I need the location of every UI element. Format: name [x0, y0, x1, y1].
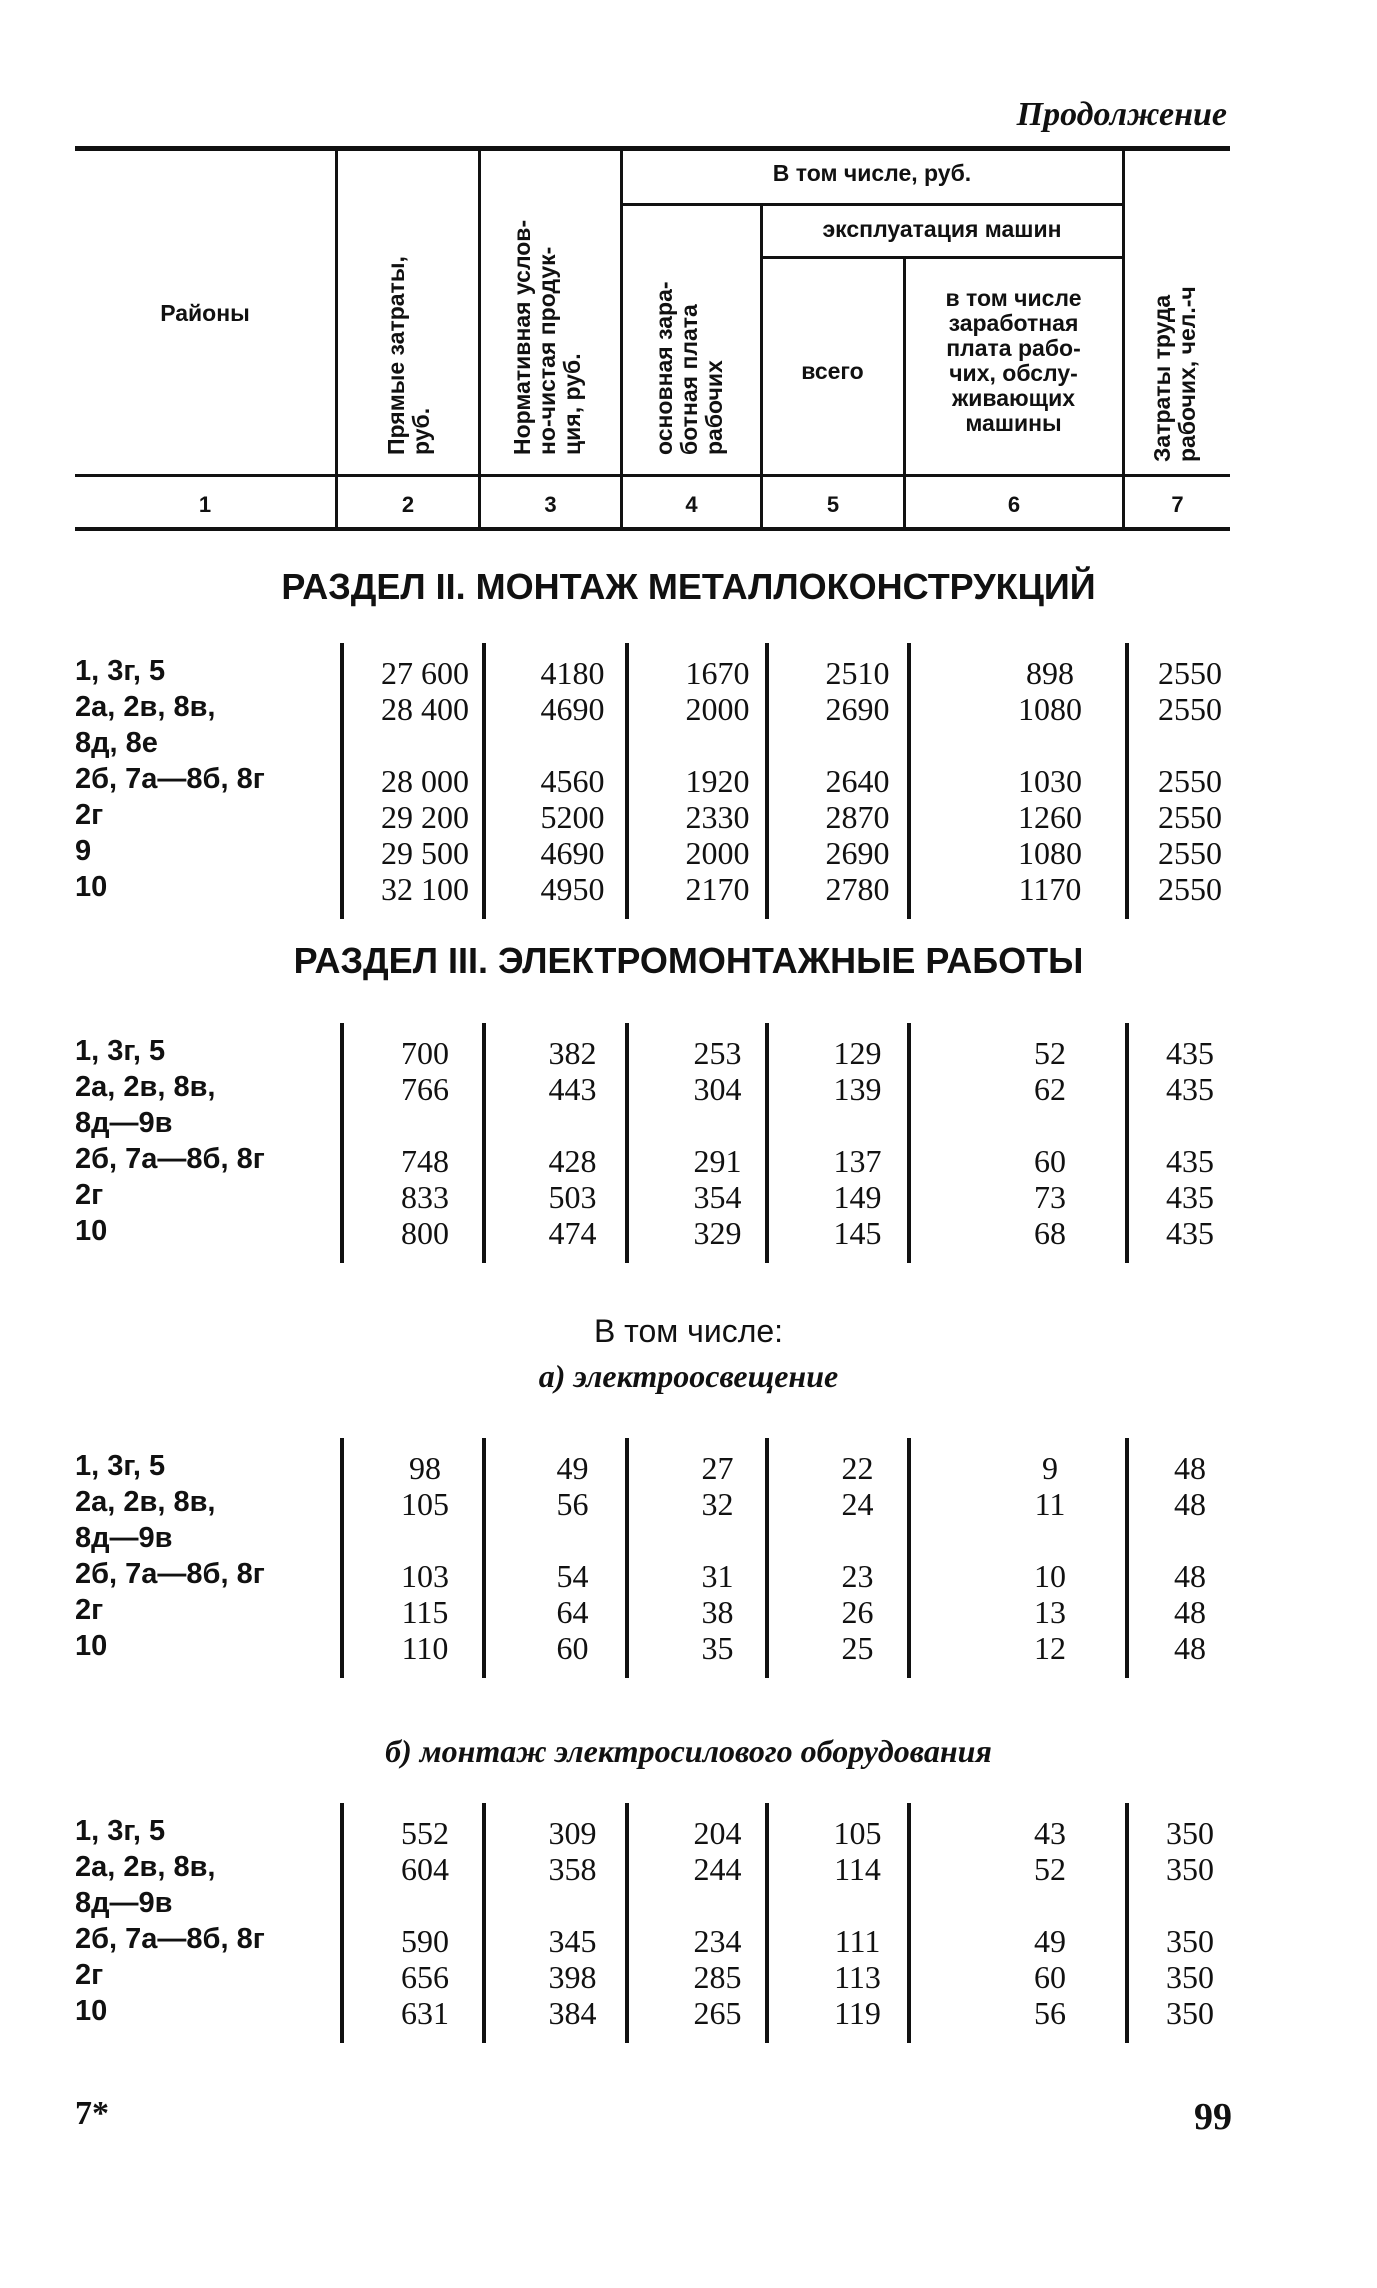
value-cell: 28 000 [381, 763, 469, 799]
value-cell: 253 [693, 1035, 742, 1071]
table-row [75, 1522, 1230, 1558]
value-cell: 700 [401, 1035, 449, 1071]
value-cell: 766 [401, 1071, 449, 1107]
printer-signature: 7* [75, 2095, 109, 2132]
value-cell: 398 [548, 1959, 597, 1995]
value-cell: 435 [1166, 1215, 1214, 1251]
value-cell: 2870 [825, 799, 890, 835]
region-cell: 2а, 2в, 8в, [75, 691, 216, 723]
value-cell: 329 [693, 1215, 742, 1251]
region-cell: 8д, 8е [75, 727, 158, 759]
value-cell: 149 [833, 1179, 882, 1215]
value-cell: 345 [548, 1923, 597, 1959]
region-cell: 1, 3г, 5 [75, 1035, 166, 1067]
value-cell: 49 [556, 1450, 589, 1486]
value-cell: 350 [1166, 1959, 1214, 1995]
header-vline [335, 151, 338, 527]
value-cell: 435 [1166, 1071, 1214, 1107]
value-cell: 265 [693, 1995, 742, 2031]
value-cell: 2690 [825, 691, 890, 727]
value-cell: 56 [1034, 1995, 1066, 2031]
section-title: РАЗДЕЛ II. МОНТАЖ МЕТАЛЛОКОНСТРУКЦИЙ [281, 566, 1096, 607]
value-cell: 111 [834, 1923, 881, 1959]
value-cell: 23 [841, 1558, 874, 1594]
value-cell: 137 [833, 1143, 882, 1179]
value-cell: 2550 [1158, 655, 1222, 691]
value-cell: 204 [693, 1815, 742, 1851]
region-cell: 2г [75, 799, 104, 831]
value-cell: 64 [556, 1594, 589, 1630]
header-hline [760, 256, 1122, 259]
value-cell: 105 [401, 1486, 449, 1522]
header-bottom-rule [75, 527, 1230, 531]
value-cell: 5200 [540, 799, 605, 835]
value-cell: 552 [401, 1815, 449, 1851]
region-cell: 2б, 7а—8б, 8г [75, 1558, 265, 1590]
header-vline [478, 151, 481, 527]
header-total: всего [801, 358, 864, 384]
value-cell: 54 [556, 1558, 589, 1594]
value-cell: 35 [701, 1630, 734, 1666]
column-number: 7 [1171, 492, 1184, 517]
region-cell: 8д—9в [75, 1522, 173, 1554]
column-number: 2 [401, 492, 415, 517]
section-title: а) электроосвещение [538, 1358, 839, 1394]
value-cell: 56 [556, 1486, 589, 1522]
value-cell: 2550 [1158, 871, 1222, 907]
value-cell: 1260 [1018, 799, 1082, 835]
value-cell: 49 [1034, 1923, 1066, 1959]
region-cell: 10 [75, 1215, 108, 1247]
value-cell: 2550 [1158, 691, 1222, 727]
data-block [75, 655, 1230, 919]
value-cell: 384 [548, 1995, 597, 2031]
header-direct-costs: Прямые затраты, руб. [383, 256, 434, 455]
header-vline [620, 151, 623, 527]
value-cell: 48 [1174, 1486, 1206, 1522]
value-cell: 1920 [685, 763, 750, 799]
page-number: 99 [1194, 2096, 1232, 2138]
value-cell: 656 [401, 1959, 449, 1995]
region-cell: 2б, 7а—8б, 8г [75, 1923, 265, 1955]
table-row [75, 1995, 1230, 2031]
table-row [75, 1215, 1230, 1251]
region-cell: 2а, 2в, 8в, [75, 1486, 216, 1518]
region-cell: 2б, 7а—8б, 8г [75, 1143, 265, 1175]
value-cell: 503 [548, 1179, 597, 1215]
column-number: 1 [198, 492, 212, 517]
header-vline [1122, 151, 1125, 527]
value-cell: 350 [1166, 1923, 1214, 1959]
value-cell: 4690 [540, 835, 605, 871]
value-cell: 474 [548, 1215, 597, 1251]
table-row [75, 1851, 1230, 1887]
value-cell: 590 [401, 1923, 449, 1959]
header-machine-wages: в том числе заработная плата рабо- чих, обслу- живающих машины [945, 285, 1082, 436]
value-cell: 382 [548, 1035, 597, 1071]
value-cell: 103 [401, 1558, 449, 1594]
value-cell: 1170 [1018, 871, 1082, 907]
value-cell: 358 [548, 1851, 597, 1887]
data-block [75, 1035, 1230, 1263]
value-cell: 304 [693, 1071, 742, 1107]
value-cell: 4560 [540, 763, 605, 799]
value-cell: 898 [1026, 655, 1074, 691]
value-cell: 48 [1174, 1630, 1206, 1666]
value-cell: 60 [1034, 1143, 1066, 1179]
value-cell: 428 [548, 1143, 597, 1179]
column-number: 5 [826, 492, 840, 517]
header-hline [620, 203, 1122, 206]
table-row [75, 1594, 1230, 1630]
value-cell: 443 [548, 1071, 597, 1107]
header-net-production: Нормативная услов- но-чистая продук- ция, руб. [509, 219, 585, 455]
value-cell: 113 [834, 1959, 881, 1995]
region-cell: 1, 3г, 5 [75, 655, 166, 687]
data-block [75, 1815, 1230, 2043]
value-cell: 31 [701, 1558, 734, 1594]
table-row [75, 799, 1230, 835]
table-row [75, 1450, 1230, 1486]
value-cell: 25 [841, 1630, 874, 1666]
value-cell: 32 100 [381, 871, 469, 907]
value-cell: 24 [841, 1486, 874, 1522]
value-cell: 22 [841, 1450, 874, 1486]
value-cell: 38 [701, 1594, 734, 1630]
region-cell: 2г [75, 1594, 104, 1626]
table-row [75, 727, 1230, 763]
value-cell: 350 [1166, 1851, 1214, 1887]
column-number: 6 [1007, 492, 1021, 517]
value-cell: 9 [1042, 1450, 1058, 1486]
value-cell: 13 [1034, 1594, 1066, 1630]
value-cell: 48 [1174, 1594, 1206, 1630]
table-row [75, 763, 1230, 799]
region-cell: 10 [75, 1630, 108, 1662]
value-cell: 291 [693, 1143, 742, 1179]
table-row [75, 1486, 1230, 1522]
value-cell: 748 [401, 1143, 449, 1179]
value-cell: 68 [1034, 1215, 1066, 1251]
value-cell: 52 [1034, 1035, 1066, 1071]
value-cell: 2510 [825, 655, 890, 691]
value-cell: 4950 [540, 871, 605, 907]
value-cell: 129 [833, 1035, 882, 1071]
value-cell: 2640 [825, 763, 890, 799]
value-cell: 98 [409, 1450, 441, 1486]
value-cell: 32 [701, 1486, 734, 1522]
header-regions: Районы [160, 300, 250, 326]
value-cell: 244 [693, 1851, 742, 1887]
value-cell: 631 [401, 1995, 449, 2031]
header-base-wages: основная зара- ботная плата рабочих [651, 281, 727, 455]
data-block [75, 1450, 1230, 1678]
region-cell: 2а, 2в, 8в, [75, 1851, 216, 1883]
value-cell: 2170 [685, 871, 750, 907]
value-cell: 234 [693, 1923, 742, 1959]
value-cell: 350 [1166, 1815, 1214, 1851]
value-cell: 60 [556, 1630, 589, 1666]
table-row [75, 1143, 1230, 1179]
value-cell: 2550 [1158, 763, 1222, 799]
value-cell: 114 [834, 1851, 881, 1887]
table-row [75, 1959, 1230, 1995]
region-cell: 8д—9в [75, 1107, 173, 1139]
value-cell: 435 [1166, 1035, 1214, 1071]
value-cell: 800 [401, 1215, 449, 1251]
region-cell: 10 [75, 871, 108, 903]
header-mid-rule [75, 474, 1230, 477]
value-cell: 833 [401, 1179, 449, 1215]
value-cell: 354 [693, 1179, 742, 1215]
value-cell: 48 [1174, 1450, 1206, 1486]
column-number: 3 [544, 492, 557, 517]
value-cell: 435 [1166, 1143, 1214, 1179]
region-cell: 8д—9в [75, 1887, 173, 1919]
column-number: 4 [685, 492, 698, 517]
value-cell: 1080 [1018, 835, 1082, 871]
value-cell: 1030 [1018, 763, 1082, 799]
table-row [75, 1815, 1230, 1851]
value-cell: 4180 [540, 655, 605, 691]
value-cell: 2550 [1158, 799, 1222, 835]
table-row [75, 1630, 1230, 1666]
continued-label: Продолжение [1016, 96, 1227, 133]
value-cell: 4690 [540, 691, 605, 727]
header-group-including: В том числе, руб. [772, 160, 972, 186]
value-cell: 2000 [685, 835, 750, 871]
table-row [75, 1035, 1230, 1071]
value-cell: 28 400 [381, 691, 469, 727]
value-cell: 105 [833, 1815, 882, 1851]
header-labor-costs: Затраты труда рабочих, чел.-ч [1149, 286, 1200, 462]
value-cell: 2780 [825, 871, 890, 907]
table-row [75, 1071, 1230, 1107]
value-cell: 2330 [685, 799, 750, 835]
value-cell: 309 [548, 1815, 597, 1851]
table-row [75, 1923, 1230, 1959]
table-row [75, 1107, 1230, 1143]
region-cell: 9 [75, 835, 92, 867]
table-row [75, 1558, 1230, 1594]
value-cell: 435 [1166, 1179, 1214, 1215]
table-row [75, 1887, 1230, 1923]
value-cell: 26 [841, 1594, 874, 1630]
value-cell: 119 [834, 1995, 881, 2031]
region-cell: 2г [75, 1959, 104, 1991]
value-cell: 62 [1034, 1071, 1066, 1107]
value-cell: 43 [1034, 1815, 1066, 1851]
table-row [75, 691, 1230, 727]
value-cell: 1080 [1018, 691, 1082, 727]
value-cell: 110 [401, 1630, 449, 1666]
value-cell: 60 [1034, 1959, 1066, 1995]
value-cell: 10 [1034, 1558, 1066, 1594]
table-row [75, 835, 1230, 871]
value-cell: 2690 [825, 835, 890, 871]
table-row [75, 655, 1230, 691]
value-cell: 29 200 [381, 799, 469, 835]
region-cell: 2а, 2в, 8в, [75, 1071, 216, 1103]
value-cell: 139 [833, 1071, 882, 1107]
value-cell: 73 [1034, 1179, 1066, 1215]
value-cell: 11 [1034, 1486, 1066, 1522]
table-row [75, 1179, 1230, 1215]
value-cell: 29 500 [381, 835, 469, 871]
value-cell: 2550 [1158, 835, 1222, 871]
value-cell: 27 [701, 1450, 734, 1486]
header-top-rule [75, 146, 1230, 151]
value-cell: 52 [1034, 1851, 1066, 1887]
value-cell: 604 [401, 1851, 449, 1887]
region-cell: 1, 3г, 5 [75, 1450, 166, 1482]
section-title: РАЗДЕЛ III. ЭЛЕКТРОМОНТАЖНЫЕ РАБОТЫ [293, 940, 1084, 981]
value-cell: 285 [693, 1959, 742, 1995]
value-cell: 115 [401, 1594, 449, 1630]
table-row [75, 871, 1230, 907]
value-cell: 1670 [685, 655, 750, 691]
value-cell: 350 [1166, 1995, 1214, 2031]
value-cell: 27 600 [381, 655, 469, 691]
section-title: б) монтаж электросилового оборудования [385, 1733, 992, 1769]
region-cell: 2г [75, 1179, 104, 1211]
value-cell: 2000 [685, 691, 750, 727]
value-cell: 12 [1034, 1630, 1066, 1666]
region-cell: 10 [75, 1995, 108, 2027]
region-cell: 2б, 7а—8б, 8г [75, 763, 265, 795]
region-cell: 1, 3г, 5 [75, 1815, 166, 1847]
value-cell: 145 [833, 1215, 882, 1251]
section-heading: В том числе: [593, 1313, 784, 1349]
value-cell: 48 [1174, 1558, 1206, 1594]
header-group-machines: эксплуатация машин [822, 216, 1062, 242]
